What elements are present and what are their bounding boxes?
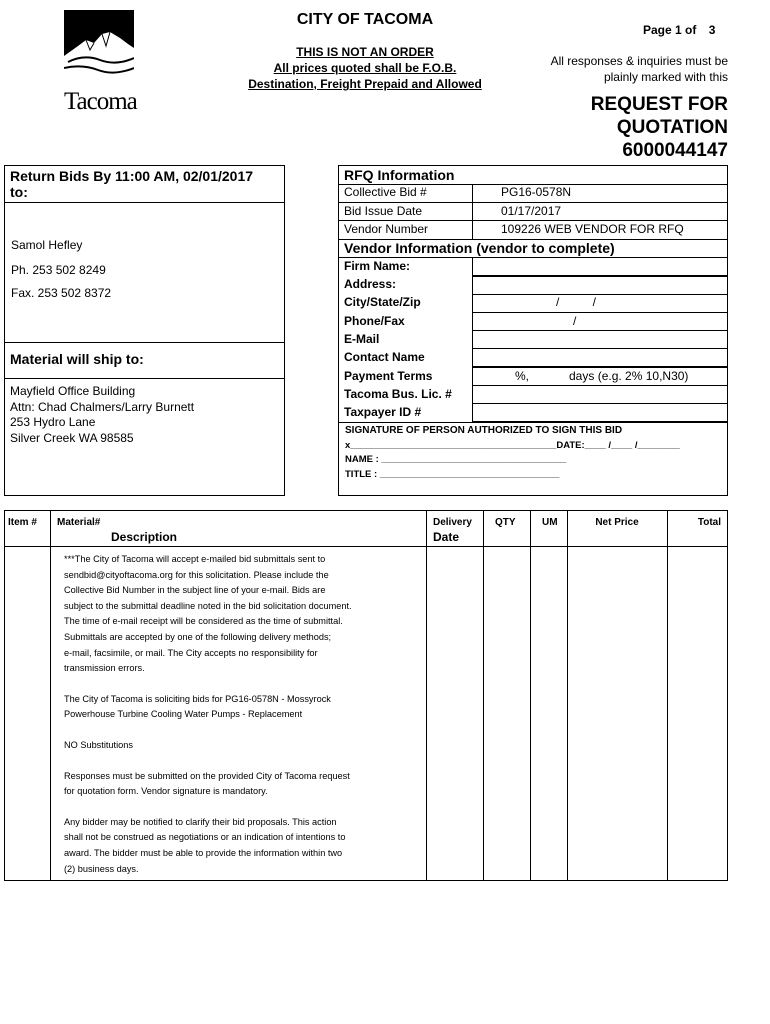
ship-to-line: Silver Creek WA 98585 [10, 430, 134, 445]
rfq-title-1: REQUEST FOR [590, 94, 728, 115]
rfq-info-title: RFQ Information [344, 167, 455, 183]
col-divider [567, 510, 568, 881]
rfq-label-issue-date: Bid Issue Date [344, 204, 423, 218]
contact-phone: Ph. 253 502 8249 [11, 263, 106, 277]
notice-fob: All prices quoted shall be F.O.B. [273, 61, 457, 75]
vendor-input-taxpayer-id[interactable] [472, 403, 728, 422]
ship-to-title: Material will ship to: [10, 351, 144, 367]
rfq-title-2: QUOTATION [616, 117, 728, 138]
vendor-value-phone-fax: / [573, 314, 577, 328]
return-bids-title [10, 168, 253, 200]
vendor-label-address: Address: [344, 277, 397, 291]
description-line: NO Substitutions [64, 739, 133, 750]
notice-not-order: THIS IS NOT AN ORDER [296, 45, 434, 59]
contact-name: Samol Hefley [11, 238, 83, 252]
return-bids-deadline: Return Bids By 11:00 AM, 02/01/2017 [10, 168, 254, 184]
vendor-input-firm-name[interactable] [472, 257, 728, 276]
description-line: subject to the submittal deadline noted in the bid solicitation document. [64, 600, 352, 611]
description-line: The City of Tacoma is soliciting bids for PG16-0578N - Mossyrock [64, 693, 331, 704]
divider [4, 378, 285, 379]
description-line: award. The bidder must be able to provide the information within two [64, 847, 343, 858]
description-line: The time of e-mail receipt will be considered as the time of submittal. [64, 616, 343, 627]
ship-to-address [10, 384, 194, 446]
mountain-logo-icon [64, 10, 134, 80]
divider [338, 202, 728, 203]
ship-to-line: 253 Hydro Lane [10, 415, 96, 429]
description-line: transmission errors. [64, 663, 145, 674]
vendor-label-payment-terms: Payment Terms [344, 369, 433, 383]
col-header-net-price: Net Price [595, 517, 639, 528]
vendor-label-email: E-Mail [344, 332, 380, 346]
description-line: sendbid@cityoftacoma.org for this solicitation. Please include the [64, 569, 329, 580]
description-paragraph [64, 738, 422, 754]
col-header-item: Item # [8, 517, 37, 528]
description-paragraph [64, 815, 422, 877]
vendor-label-taxpayer-id: Taxpayer ID # [344, 405, 422, 419]
description-line: (2) business days. [64, 863, 139, 874]
responses-note-1: All responses & inquiries must be [550, 54, 728, 68]
description-line: Responses must be submitted on the provided City of Tacoma request [64, 770, 350, 781]
vendor-label-bus-lic: Tacoma Bus. Lic. # [344, 387, 452, 401]
city-logo [64, 10, 137, 115]
vendor-input-phone-fax[interactable] [472, 312, 728, 331]
page-total: 3 [708, 23, 716, 37]
vendor-input-city-state-zip[interactable] [472, 294, 728, 313]
vendor-input-address[interactable] [472, 276, 728, 295]
description-line: Collective Bid Number in the subject line of your e-mail. Bids are [64, 585, 326, 596]
col-header-um: UM [542, 517, 558, 528]
ship-to-line: Attn: Chad Chalmers/Larry Burnett [10, 399, 195, 414]
table-header-divider [4, 546, 728, 547]
rfq-label-vendor-number: Vendor Number [344, 222, 429, 236]
logo-wordmark: Tacoma [64, 88, 137, 115]
rfq-label-collective-bid: Collective Bid # [344, 185, 427, 199]
divider [338, 220, 728, 221]
vendor-label-contact-name: Contact Name [344, 350, 425, 364]
description-line: ***The City of Tacoma will accept e-mailed bid submittals sent to [64, 554, 326, 564]
col-header-total: Total [697, 517, 721, 528]
col-header-date: Date [433, 530, 460, 544]
contact-fax: Fax. 253 502 8372 [11, 286, 112, 300]
item-description [64, 552, 422, 892]
description-line: for quotation form. Vendor signature is mandatory. [64, 786, 268, 797]
col-header-material: Material# [57, 517, 101, 528]
col-divider [667, 510, 668, 881]
col-divider [50, 510, 51, 881]
ship-to-line: Mayfield Office Building [10, 384, 136, 398]
col-header-delivery: Delivery [433, 517, 472, 528]
responses-note-2: plainly marked with this [603, 70, 728, 84]
return-bids-box [4, 165, 285, 496]
vendor-input-email[interactable] [472, 330, 728, 349]
vendor-info-title: Vendor Information (vendor to complete) [344, 240, 615, 256]
description-line: Any bidder may be notified to clarify their bid proposals. This action [64, 816, 337, 827]
divider [4, 202, 285, 203]
vendor-label-firm-name: Firm Name: [344, 259, 411, 273]
city-title: CITY OF TACOMA [296, 11, 434, 28]
description-line: Submittals are accepted by one of the following delivery methods; [64, 631, 332, 642]
description-paragraph [64, 769, 422, 800]
description-line: shall not be construed as negotiations or an indication of intentions to [64, 832, 346, 843]
divider [4, 342, 285, 343]
vendor-value-payment-terms: %, days (e.g. 2% 10,N30) [515, 369, 689, 383]
col-header-qty: QTY [495, 517, 516, 528]
description-paragraph [64, 692, 422, 723]
vendor-input-contact-name[interactable] [472, 348, 728, 367]
col-divider [483, 510, 484, 881]
rfq-value-vendor-number: 109226 WEB VENDOR FOR RFQ [501, 222, 684, 236]
signature-line[interactable]: x_______________________________________DATE:____ /____ /________ [345, 440, 680, 451]
description-line: e-mail, facsimile, or mail. The City accepts no responsibility for [64, 647, 318, 658]
vendor-label-city-state-zip: City/State/Zip [344, 295, 421, 309]
rfq-value-issue-date: 01/17/2017 [501, 204, 562, 218]
rfq-value-collective-bid: PG16-0578N [501, 185, 572, 199]
description-line: Powerhouse Turbine Cooling Water Pumps - Replacement [64, 709, 303, 720]
divider [338, 422, 728, 423]
rfq-number: 6000044147 [622, 140, 728, 161]
description-paragraph [64, 552, 422, 677]
signature-name-line[interactable]: NAME : ___________________________________ [345, 454, 567, 465]
col-divider [426, 510, 427, 881]
vendor-input-bus-lic[interactable] [472, 385, 728, 404]
vendor-label-phone-fax: Phone/Fax [344, 314, 405, 328]
page-indicator [643, 23, 715, 37]
signature-title: SIGNATURE OF PERSON AUTHORIZED TO SIGN THIS BID [345, 425, 623, 436]
notice-freight: Destination, Freight Prepaid and Allowed [248, 77, 482, 91]
vendor-value-city-state-zip: / / [556, 295, 597, 309]
col-header-description: Description [111, 530, 178, 544]
rfq-info-col-divider [472, 184, 473, 239]
page-label: Page 1 of [643, 23, 697, 37]
signature-title-line[interactable]: TITLE : __________________________________ [345, 469, 560, 480]
col-divider [530, 510, 531, 881]
return-bids-to: to: [10, 184, 28, 200]
